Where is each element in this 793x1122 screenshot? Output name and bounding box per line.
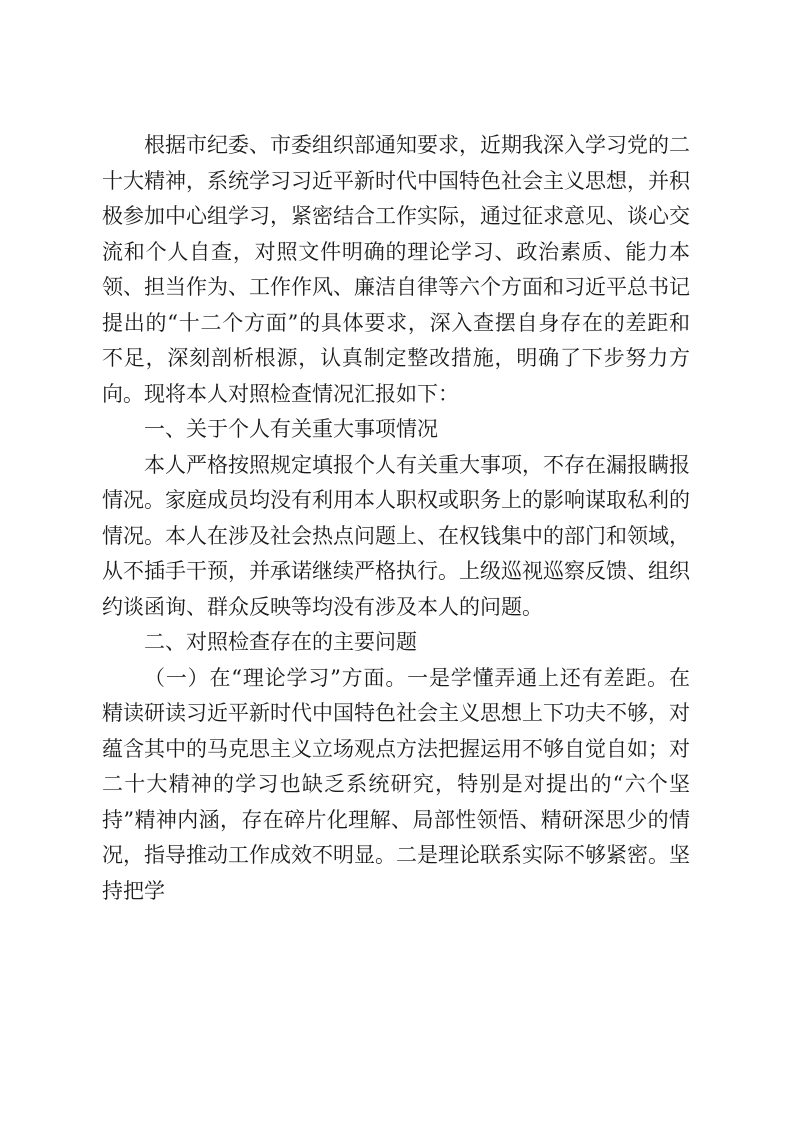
section-2-paragraph: （一）在“理论学习”方面。一是学懂弄通上还有差距。在精读研读习近平新时代中国特色社会主义思想上下功夫不够，对蕴含其中的马克思主义立场观点方法把握运用不够自觉自如；对二十大精神的学习也缺乏系统研究，特别是对提出的“六个坚持”精神内涵，存在碎片化理解、局部性领悟、精研深思少的情况，指导推动工作成效不明显。二是理论联系实际不够紧密。坚持把学	[102, 665, 690, 903]
section-1-paragraph: 本人严格按照规定填报个人有关重大事项，不存在漏报瞒报情况。家庭成员均没有利用本人职权或职务上的影响谋取私利的情况。本人在涉及社会热点问题上、在权钱集中的部门和领域，从不插手干预，并承诺继续严格执行。上级巡视巡察反馈、组织约谈函询、群众反映等均没有涉及本人的问题。	[102, 452, 690, 619]
section-heading-2: 二、对照检查存在的主要问题	[144, 630, 417, 654]
document-body	[102, 128, 690, 909]
section-heading-1: 一、关于个人有关重大事项情况	[144, 417, 438, 441]
intro-paragraph: 根据市纪委、市委组织部通知要求，近期我深入学习党的二十大精神，系统学习习近平新时代中国特色社会主义思想，并积极参加中心组学习，紧密结合工作实际，通过征求意见、谈心交流和个人自查，对照文件明确的理论学习、政治素质、能力本领、担当作为、工作作风、廉洁自律等六个方面和习近平总书记提出的“十二个方面”的具体要求，深入查摆自身存在的差距和不足，深刻剖析根源，认真制定整改措施，明确了下步努力方向。现将本人对照检查情况汇报如下：	[102, 133, 690, 406]
